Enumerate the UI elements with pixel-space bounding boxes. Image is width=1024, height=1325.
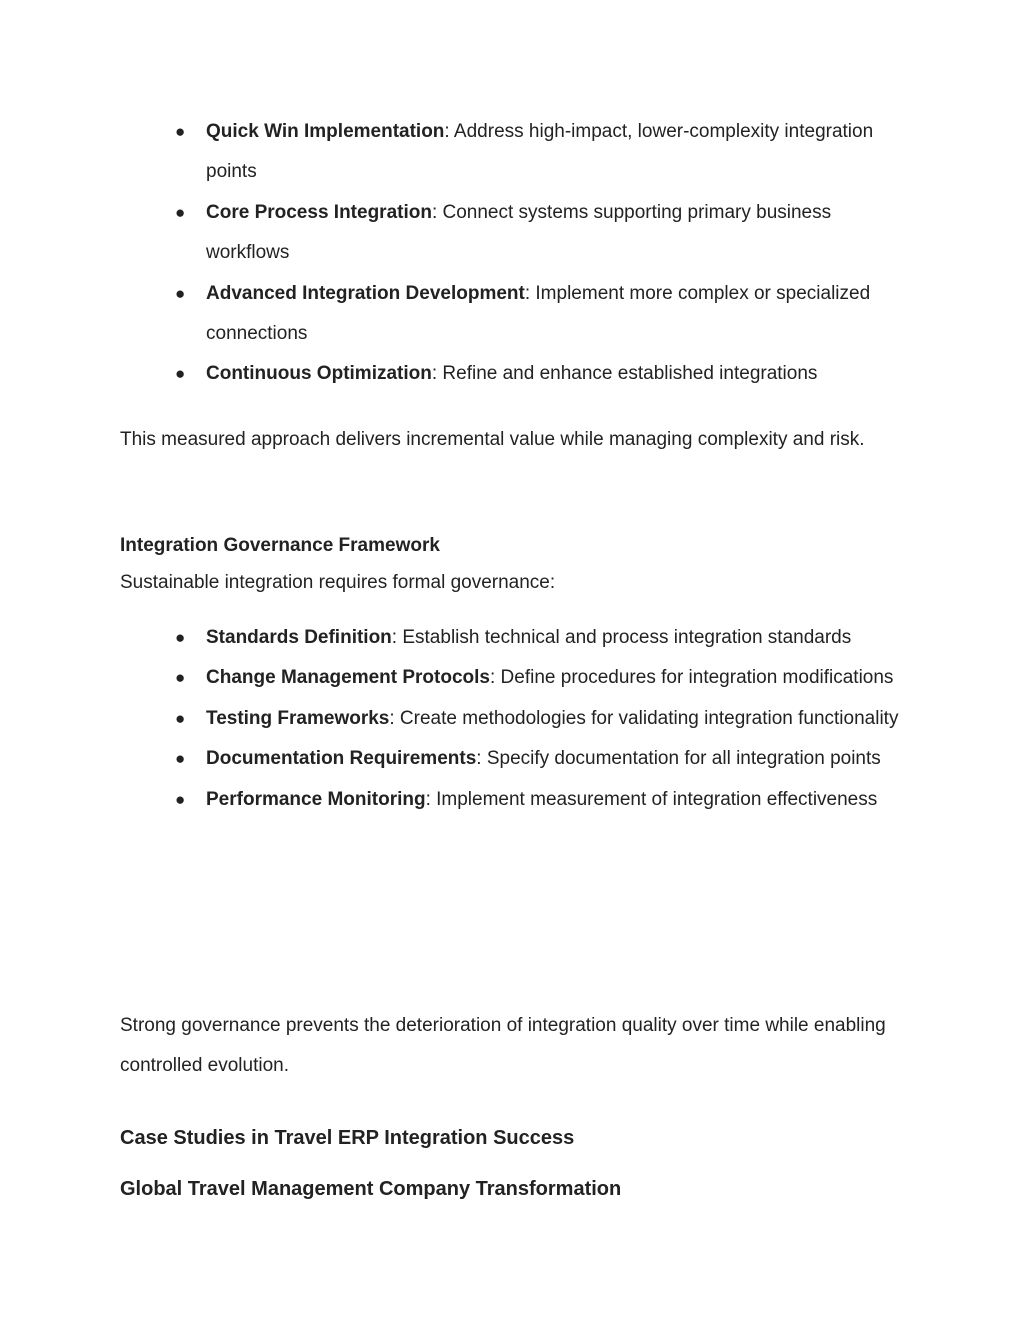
governance-intro: Sustainable integration requires formal governance: — [120, 572, 556, 593]
list-item-term: Testing Frameworks — [206, 707, 390, 729]
governance-list — [0, 618, 1024, 820]
list-item-text: : Specify documentation for all integration points — [476, 748, 881, 770]
list-item-term: Advanced Integration Development — [206, 282, 525, 304]
list-item-text: : Define procedures for integration modifications — [490, 667, 894, 689]
measured-approach-paragraph: This measured approach delivers incremental value while managing complexity and risk. — [120, 429, 865, 450]
list-item — [0, 354, 1024, 394]
case-studies-heading: Case Studies in Travel ERP Integration Success — [120, 1127, 575, 1149]
list-item-text: : Refine and enhance established integrations — [431, 363, 818, 385]
list-item-term: Performance Monitoring — [206, 788, 426, 810]
governance-summary-paragraph: Strong governance prevents the deterioration of integration quality over time while enabling controlled evolution. — [120, 1015, 886, 1077]
bullet-icon: ● — [175, 789, 186, 809]
list-item — [0, 699, 1024, 739]
list-item-text: : Implement more complex or specialized connections — [206, 282, 871, 345]
bullet-icon: ● — [175, 708, 186, 728]
governance-heading: Integration Governance Framework — [120, 535, 440, 556]
list-item-term: Quick Win Implementation — [206, 121, 445, 142]
bullet-icon: ● — [175, 122, 186, 141]
list-item-text: : Connect systems supporting primary business workflows — [206, 201, 832, 264]
list-item — [0, 780, 1024, 820]
list-item — [0, 274, 1024, 355]
list-item-term: Core Process Integration — [206, 201, 432, 223]
list-item-term: Documentation Requirements — [206, 748, 477, 770]
list-item-term: Change Management Protocols — [206, 667, 490, 689]
list-item — [0, 193, 1024, 274]
bullet-icon: ● — [175, 628, 186, 647]
integration-phases-list — [0, 112, 1024, 395]
case-study-heading: Global Travel Management Company Transformation — [120, 1178, 622, 1200]
list-item-text: : Implement measurement of integration effectiveness — [425, 788, 878, 810]
list-item-text: : Establish technical and process integration standards — [391, 627, 852, 648]
bullet-icon: ● — [175, 668, 186, 688]
list-item-term: Standards Definition — [206, 627, 392, 648]
list-item-term: Continuous Optimization — [206, 363, 432, 385]
bullet-icon: ● — [175, 283, 186, 303]
bullet-icon: ● — [175, 202, 186, 222]
list-item — [0, 739, 1024, 779]
list-item — [0, 112, 1024, 193]
list-item — [0, 658, 1024, 698]
bullet-icon: ● — [175, 749, 186, 769]
list-item — [0, 618, 1024, 658]
list-item-text: : Create methodologies for validating integration functionality — [389, 707, 899, 729]
list-item-text: : Address high-impact, lower-complexity integration points — [206, 121, 874, 183]
bullet-icon: ● — [175, 364, 186, 384]
